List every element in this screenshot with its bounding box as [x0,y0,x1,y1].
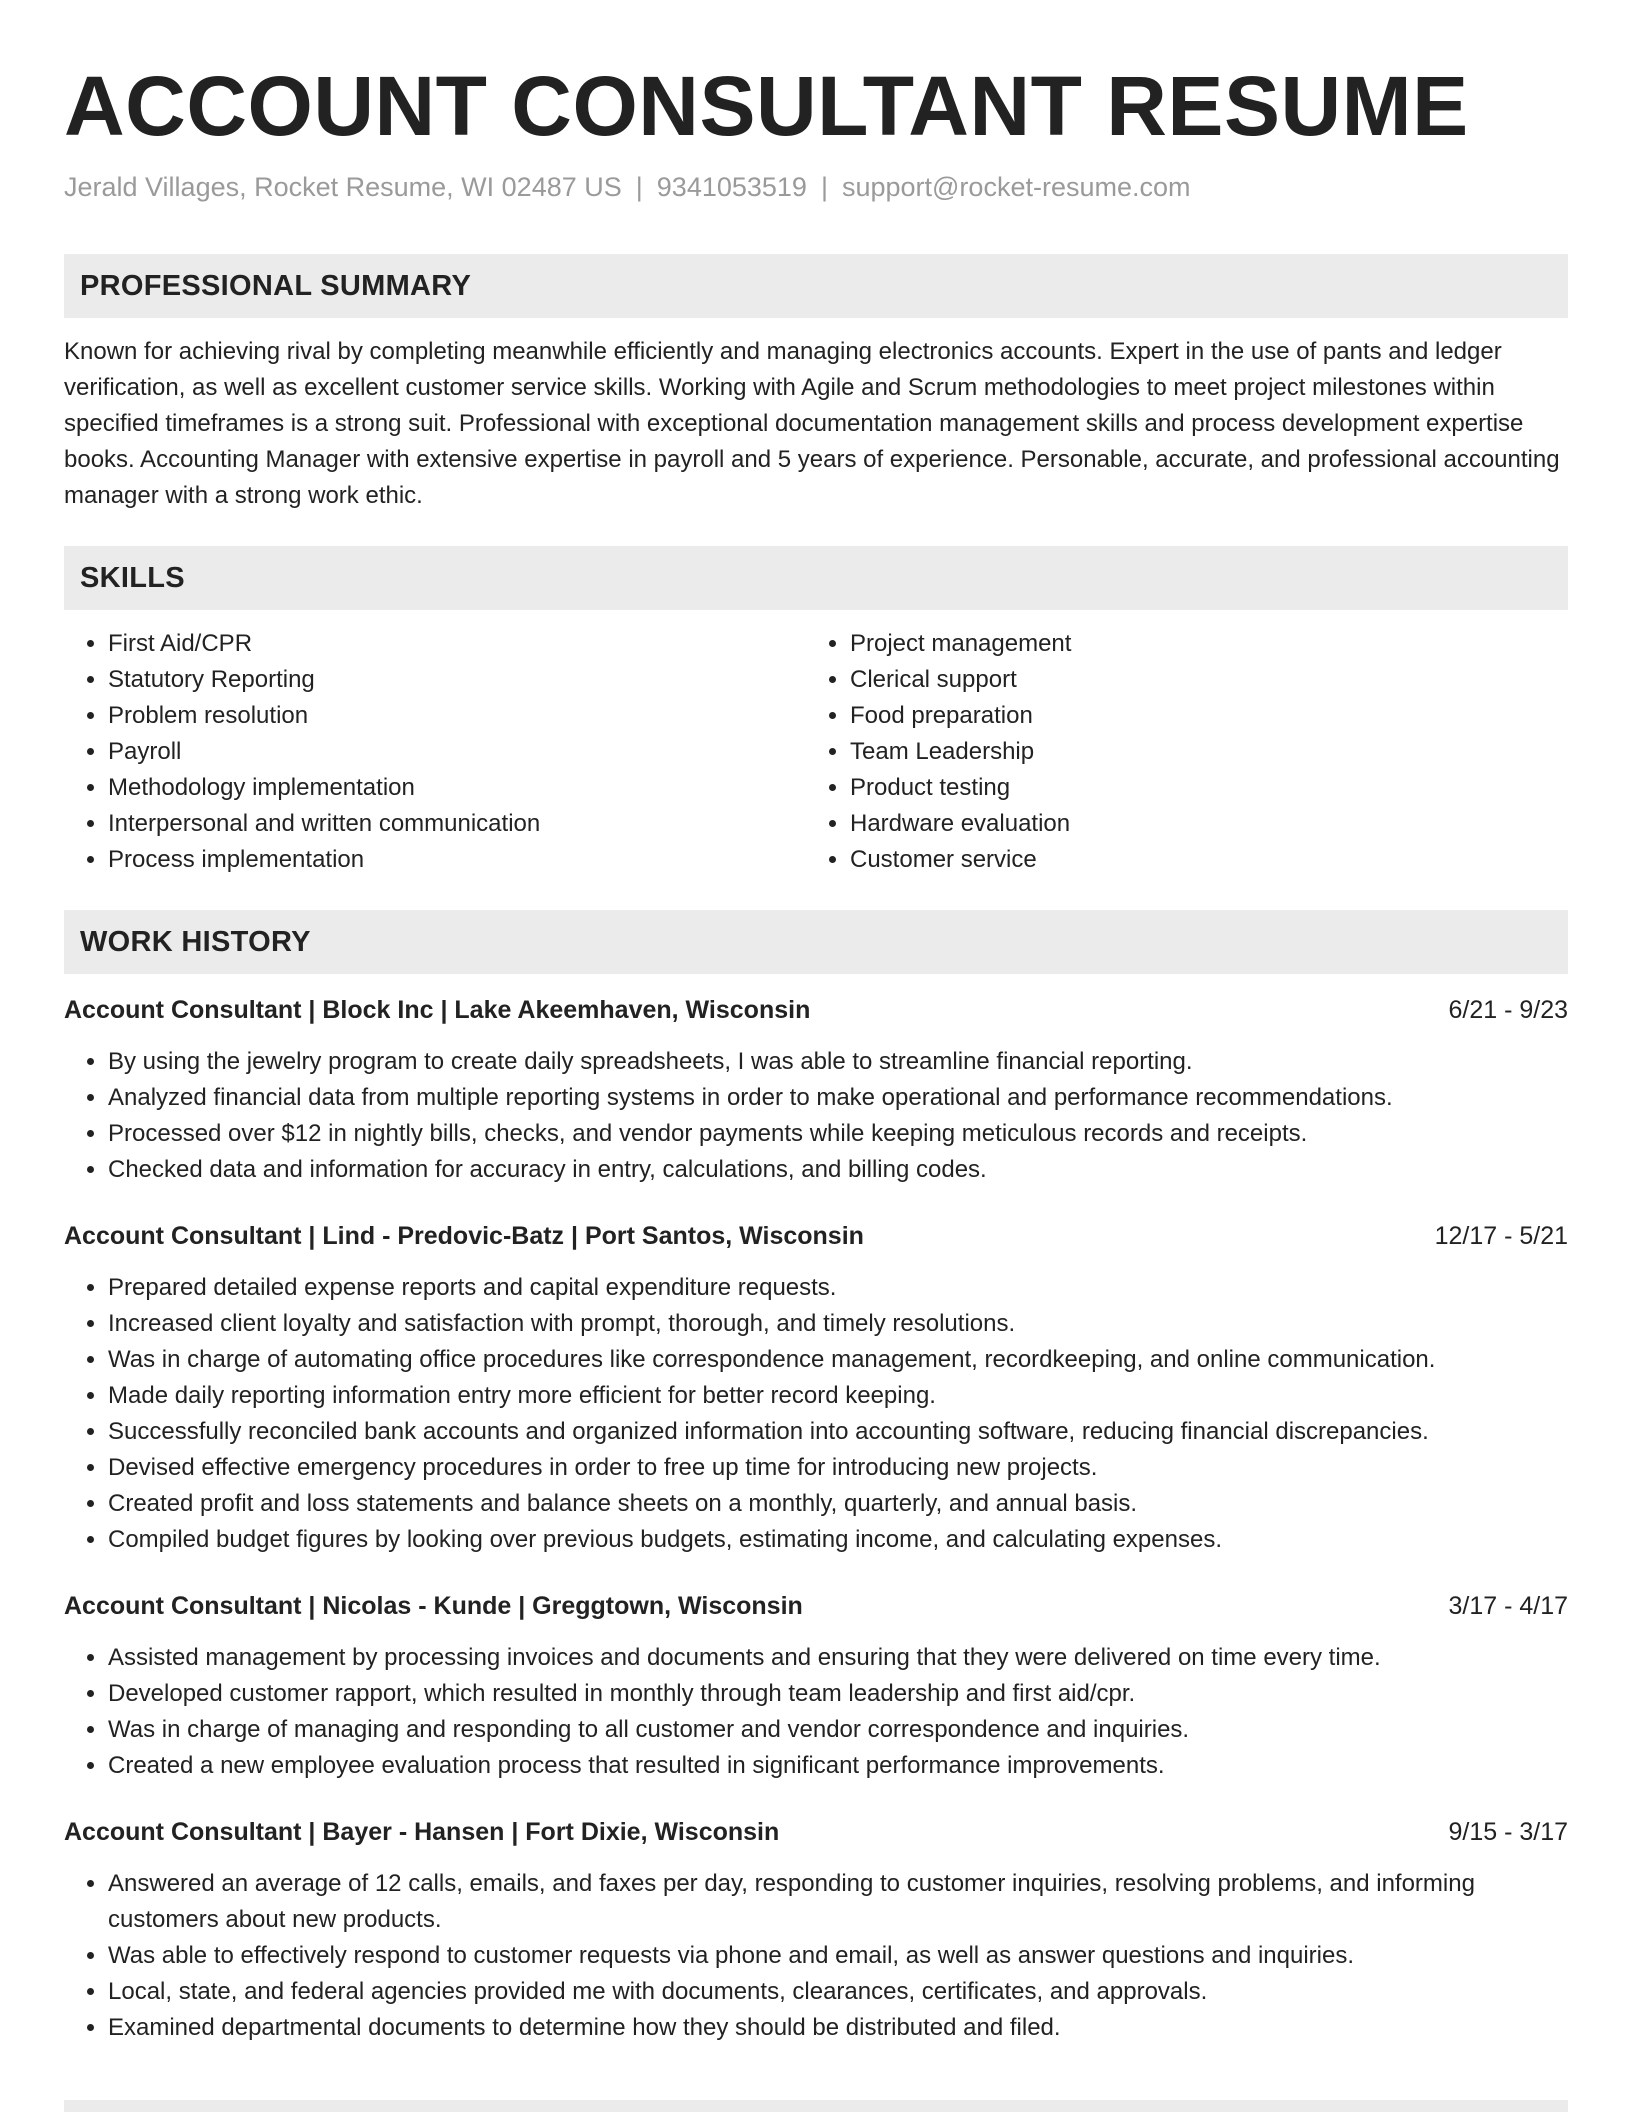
skill-item: • Statutory Reporting [108,662,806,698]
job-bullet: • Made daily reporting information entry more efficient for better record keeping. [108,1378,1568,1414]
skills-list [64,626,1568,878]
job-bullet: • Compiled budget figures by looking over previous budgets, estimating income, and calculating expenses. [108,1522,1568,1558]
job-header [64,1588,1568,1624]
job-bullet: • Was in charge of automating office procedures like correspondence management, recordkeeping, and online communication. [108,1342,1568,1378]
job-bullet: • Prepared detailed expense reports and capital expenditure requests. [108,1270,1568,1306]
job-title: Account Consultant | Nicolas - Kunde | Greggtown, Wisconsin [64,1592,803,1620]
job-bullet: • Examined departmental documents to determine how they should be distributed and filed. [108,2010,1568,2046]
next-section-heading-bar [64,2100,1568,2112]
skill-item: • Project management [850,626,1548,662]
contact-line [64,170,1568,204]
skills-column-right [806,626,1548,878]
job-entry [64,1218,1568,1558]
job-bullet: • Developed customer rapport, which resulted in monthly through team leadership and first aid/cpr. [108,1676,1568,1712]
contact-address: Jerald Villages, Rocket Resume, WI 02487 US [64,172,622,202]
job-bullet: • Was in charge of managing and responding to all customer and vendor correspondence and inquiries. [108,1712,1568,1748]
job-title: Account Consultant | Block Inc | Lake Akeemhaven, Wisconsin [64,996,811,1024]
job-bullet: • Created profit and loss statements and balance sheets on a monthly, quarterly, and annual basis. [108,1486,1568,1522]
skills-column-left [64,626,806,878]
job-bullets [64,1640,1568,1784]
job-bullet: • Increased client loyalty and satisfaction with prompt, thorough, and timely resolutions. [108,1306,1568,1342]
job-bullet: • Successfully reconciled bank accounts and organized information into accounting software, reducing financial discrepancies. [108,1414,1568,1450]
job-bullet: • Answered an average of 12 calls, emails, and faxes per day, responding to customer inquiries, resolving problems, and informing customers about new products. [108,1866,1568,1938]
skill-item: • Payroll [108,734,806,770]
job-title: Account Consultant | Lind - Predovic-Batz | Port Santos, Wisconsin [64,1222,864,1250]
job-bullets [64,1044,1568,1188]
job-bullets [64,1270,1568,1558]
job-bullet: • Processed over $12 in nightly bills, checks, and vendor payments while keeping meticulous records and receipts. [108,1116,1568,1152]
skill-item: • Interpersonal and written communication [108,806,806,842]
summary-text: Known for achieving rival by completing meanwhile efficiently and managing electronics accounts. Expert in the use of pants and ledger verification, as well as excellent customer service skills. Working with Agile and Scrum methodologies to meet project milestones within specified timeframes is a strong suit. Professional with exceptional documentation management skills and process development expertise books. Accounting Manager with extensive expertise in payroll and 5 years of experience. Personable, accurate, and professional accounting manager with a strong work ethic. [64,338,1560,509]
skill-item: • Team Leadership [850,734,1548,770]
job-header [64,992,1568,1028]
skill-item: • Methodology implementation [108,770,806,806]
resume-title: ACCOUNT CONSULTANT RESUME [64,59,1469,153]
skills-heading: SKILLS [64,546,1568,610]
summary-heading: PROFESSIONAL SUMMARY [64,254,1568,318]
job-dates: 9/15 - 3/17 [1448,1818,1568,1846]
skill-item: • Process implementation [108,842,806,878]
job-dates: 12/17 - 5/21 [1434,1222,1568,1250]
skill-item: • First Aid/CPR [108,626,806,662]
contact-phone: 9341053519 [656,172,807,202]
skill-item: • Hardware evaluation [850,806,1548,842]
job-entry [64,992,1568,1188]
skill-item: • Customer service [850,842,1548,878]
job-title: Account Consultant | Bayer - Hansen | Fort Dixie, Wisconsin [64,1818,780,1846]
job-entry [64,1814,1568,2046]
job-header [64,1218,1568,1254]
job-bullet: • Devised effective emergency procedures in order to free up time for introducing new projects. [108,1450,1568,1486]
job-bullet: • Was able to effectively respond to customer requests via phone and email, as well as answer questions and inquiries. [108,1938,1568,1974]
job-bullet: • Checked data and information for accuracy in entry, calculations, and billing codes. [108,1152,1568,1188]
skill-item: • Problem resolution [108,698,806,734]
skill-item: • Product testing [850,770,1548,806]
skill-item: • Food preparation [850,698,1548,734]
job-bullet: • Analyzed financial data from multiple reporting systems in order to make operational and performance recommendations. [108,1080,1568,1116]
job-bullet: • Local, state, and federal agencies provided me with documents, clearances, certificates, and approvals. [108,1974,1568,2010]
contact-email: support@rocket-resume.com [841,172,1191,202]
job-entry [64,1588,1568,1784]
job-bullet: • By using the jewelry program to create daily spreadsheets, I was able to streamline financial reporting. [108,1044,1568,1080]
job-bullet: • Assisted management by processing invoices and documents and ensuring that they were delivered on time every time. [108,1640,1568,1676]
contact-separator: | [635,172,643,202]
job-bullet: • Created a new employee evaluation process that resulted in significant performance improvements. [108,1748,1568,1784]
contact-separator: | [820,172,828,202]
job-dates: 3/17 - 4/17 [1448,1592,1568,1620]
work-history-heading: WORK HISTORY [64,910,1568,974]
job-header [64,1814,1568,1850]
job-dates: 6/21 - 9/23 [1448,996,1568,1024]
job-bullets [64,1866,1568,2046]
skill-item: • Clerical support [850,662,1548,698]
